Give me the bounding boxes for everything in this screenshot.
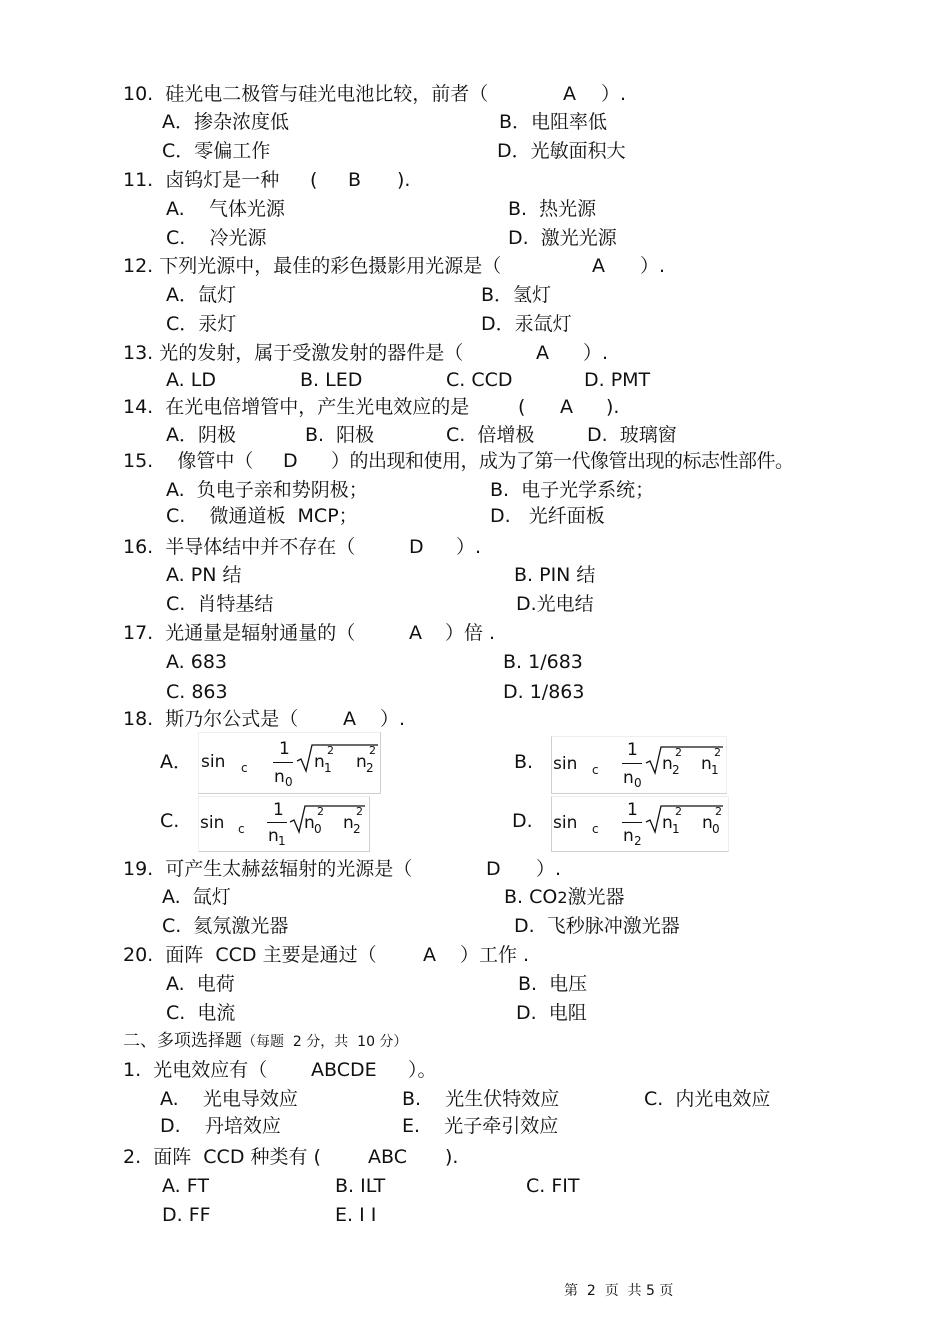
- m1-answer: ABCDE: [311, 1059, 377, 1081]
- m2-option-d: D. FF: [162, 1204, 211, 1226]
- q10-option-d: D．光敏面积大: [497, 140, 626, 162]
- q11-tail: ).: [397, 169, 411, 191]
- q20-option-d: D. 电阻: [516, 1002, 587, 1024]
- q20-option-b: B. 电压: [518, 973, 588, 995]
- q12-option-d: D．汞氙灯: [481, 313, 572, 335]
- q13-option-b: B. LED: [300, 369, 363, 391]
- q12-stem: 12. 下列光源中，最佳的彩色摄影用光源是（: [123, 255, 502, 277]
- q19-option-c: C. 氦氖激光器: [162, 915, 289, 937]
- m1-stem: 1. 光电效应有（: [123, 1059, 268, 1081]
- q11-option-b: B. 热光源: [508, 198, 597, 220]
- q10-answer: A: [563, 83, 576, 105]
- q16-tail: ）.: [456, 536, 482, 558]
- q12-answer: A: [592, 255, 605, 277]
- q13-option-a: A. LD: [166, 369, 216, 391]
- q13-tail: ）.: [583, 342, 609, 364]
- q15-answer: D: [283, 450, 298, 472]
- q19-stem: 19. 可产生太赫兹辐射的光源是（: [123, 858, 413, 880]
- q19-answer: D: [486, 858, 501, 880]
- m2-stem: 2. 面阵 CCD 种类有 (: [123, 1146, 321, 1168]
- q10-option-a: A．掺杂浓度低: [162, 111, 289, 133]
- q11-stem: 11. 卤钨灯是一种: [123, 169, 280, 191]
- q20-tail: ）工作 .: [460, 944, 530, 966]
- q20-option-a: A. 电荷: [166, 973, 235, 995]
- q15-stem: 15. 像管中（: [123, 450, 254, 472]
- q18-option-d-label: D.: [512, 810, 533, 832]
- q17-answer: A: [409, 622, 422, 644]
- q14-stem: 14. 在光电倍增管中，产生光电效应的是: [123, 396, 470, 418]
- q20-answer: A: [423, 944, 436, 966]
- q11-option-c: C. 冷光源: [166, 227, 267, 249]
- m2-option-b: B. ILT: [335, 1175, 386, 1197]
- q12-option-c: C．汞灯: [166, 313, 237, 335]
- q15-option-c: C. 微通道板 MCP；: [166, 505, 358, 527]
- q10-option-b: B．电阻率低: [499, 111, 608, 133]
- q15-tail: ）的出现和使用，成为了第一代像管出现的标志性部件。: [331, 450, 794, 472]
- q13-answer: A: [536, 342, 549, 364]
- q13-stem: 13. 光的发射，属于受激发射的器件是（: [123, 342, 464, 364]
- q15-option-d: D. 光纤面板: [490, 505, 605, 527]
- q20-option-c: C. 电流: [166, 1002, 236, 1024]
- m2-option-c: C. FIT: [526, 1175, 580, 1197]
- q17-option-d: D. 1/863: [503, 681, 585, 703]
- q18-tail: ）.: [380, 708, 406, 730]
- q17-stem: 17. 光通量是辐射通量的（: [123, 622, 356, 644]
- q18-option-c-label: C.: [160, 810, 180, 832]
- q14-option-a: A．阴极: [166, 424, 236, 446]
- q10-stem: 10. 硅光电二极管与硅光电池比较，前者（: [123, 83, 489, 105]
- m2-tail: ).: [445, 1146, 459, 1168]
- m1-option-a: A. 光电导效应: [160, 1088, 298, 1110]
- q14-open: (: [518, 396, 526, 418]
- m1-tail: ）。: [408, 1059, 437, 1081]
- q17-option-a: A. 683: [166, 651, 228, 673]
- q15-option-b: B. 电子光学系统；: [490, 479, 655, 501]
- q13-option-d: D. PMT: [584, 369, 651, 391]
- q15-option-a: A. 负电子亲和势阴极；: [166, 479, 368, 501]
- m1-option-c: C. 内光电效应: [644, 1088, 771, 1110]
- q14-option-b: B. 阳极: [305, 424, 375, 446]
- q11-option-d: D. 激光光源: [508, 227, 617, 249]
- q10-tail: ）.: [601, 83, 627, 105]
- q18-option-a-label: A．: [160, 751, 192, 773]
- m1-option-e: E. 光子牵引效应: [402, 1115, 559, 1137]
- q16-option-b: B. PIN 结: [514, 564, 596, 586]
- q17-option-c: C. 863: [166, 681, 228, 703]
- q20-stem: 20. 面阵 CCD 主要是通过（: [123, 944, 377, 966]
- q11-option-a: A. 气体光源: [166, 198, 285, 220]
- q16-stem: 16. 半导体结中并不存在（: [123, 536, 356, 558]
- q14-option-d: D. 玻璃窗: [587, 424, 677, 446]
- q11-answer: B: [348, 169, 362, 191]
- q12-option-b: B．氢灯: [481, 284, 552, 306]
- q16-answer: D: [409, 536, 424, 558]
- q10-option-c: C．零偏工作: [162, 140, 271, 162]
- q17-option-b: B. 1/683: [503, 651, 583, 673]
- q19-option-b: B. CO2激光器: [504, 886, 625, 908]
- q14-answer: A: [560, 396, 573, 418]
- q17-tail: ）倍 .: [445, 622, 496, 644]
- q16-option-c: C. 肖特基结: [166, 593, 274, 615]
- q19-option-a: A. 氙灯: [162, 886, 231, 908]
- q12-tail: ）.: [640, 255, 666, 277]
- m2-answer: ABC: [368, 1146, 407, 1168]
- section2-title: 二、多项选择题（每题 2 分，共 10 分）: [123, 1031, 408, 1051]
- m2-option-e: E. I I: [335, 1204, 377, 1226]
- q19-option-d: D. 飞秒脉冲激光器: [514, 915, 680, 937]
- q14-option-c: C. 倍增极: [446, 424, 535, 446]
- q19-tail: ）.: [536, 858, 562, 880]
- m1-option-d: D. 丹培效应: [160, 1115, 281, 1137]
- q18-stem: 18. 斯乃尔公式是（: [123, 708, 299, 730]
- q12-option-a: A．氙灯: [166, 284, 236, 306]
- q16-option-a: A. PN 结: [166, 564, 242, 586]
- page-footer: 第 2 页 共 5 页: [564, 1283, 674, 1299]
- q18-answer: A: [343, 708, 356, 730]
- m2-option-a: A. FT: [162, 1175, 209, 1197]
- m1-option-b: B. 光生伏特效应: [402, 1088, 560, 1110]
- q11-open: (: [310, 169, 318, 191]
- q16-option-d: D.光电结: [516, 593, 594, 615]
- q13-option-c: C. CCD: [446, 369, 513, 391]
- q18-option-b-label: B.: [514, 751, 534, 773]
- q14-tail: ).: [606, 396, 620, 418]
